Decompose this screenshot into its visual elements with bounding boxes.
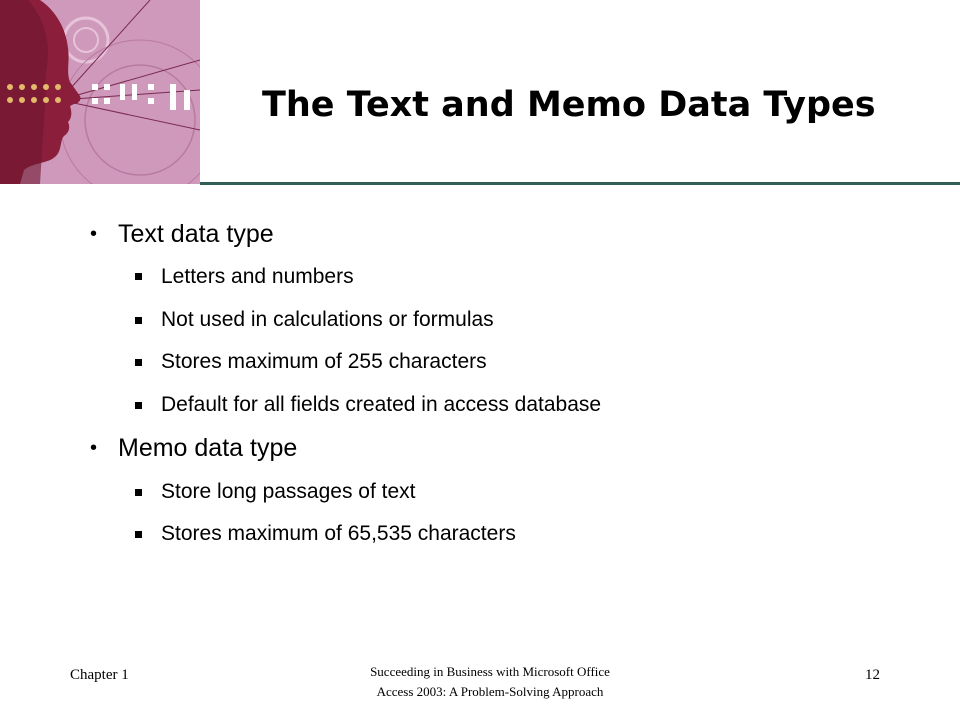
bullet-memo-data-type: Memo data type (118, 434, 298, 462)
sub-bullet-item: Default for all fields created in access database (161, 393, 602, 416)
sub-bullet-square-icon (135, 273, 142, 280)
sub-bullet-square-icon (135, 402, 142, 409)
sub-bullet-item: Stores maximum of 65,535 characters (161, 522, 516, 545)
slide-title: The Text and Memo Data Types (262, 85, 876, 125)
sub-bullet-square-icon (135, 489, 142, 496)
bullet-text-data-type: Text data type (118, 220, 274, 248)
footer-page-number: 12 (865, 667, 880, 683)
sub-bullet-item: Letters and numbers (161, 265, 354, 288)
sub-bullet-square-icon (135, 359, 142, 366)
footer-chapter: Chapter 1 (70, 667, 129, 683)
sub-bullet-square-icon (135, 531, 142, 538)
sub-bullet-item: Store long passages of text (161, 480, 416, 503)
footer-book-title (300, 662, 680, 702)
sub-bullet-square-icon (135, 317, 142, 324)
sub-bullet-item: Not used in calculations or formulas (161, 308, 494, 331)
footer-book-line1: Succeeding in Business with Microsoft Office (370, 664, 610, 679)
sub-bullet-item: Stores maximum of 255 characters (161, 350, 487, 373)
footer-book-line2: Access 2003: A Problem-Solving Approach (376, 684, 604, 699)
bullet-dot-icon: • (90, 223, 98, 245)
bullet-dot-icon: • (90, 437, 98, 459)
